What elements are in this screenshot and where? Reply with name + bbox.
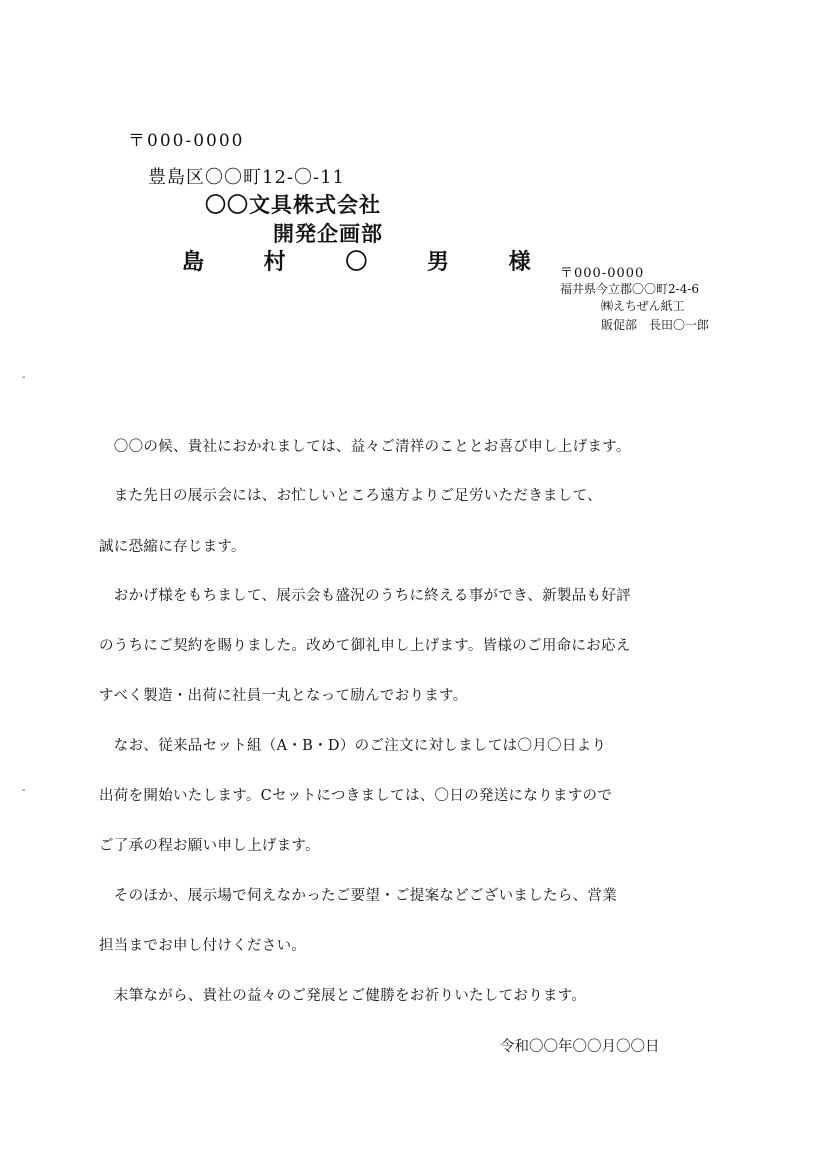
sender-department-person: 販促部 長田〇一郎 <box>601 318 710 332</box>
body-line: そのほか、展示場で伺えなかったご要望・ご提案などございましたら、営業 <box>99 888 617 904</box>
sender-postal-code: 〒000-0000 <box>560 266 645 281</box>
margin-mark: - <box>22 372 26 383</box>
body-line: のうちにご契約を賜りました。改めて御礼申し上げます。皆様のご用命にお応え <box>99 638 631 654</box>
body-line: 末筆ながら、貴社の益々のご発展とご健勝をお祈りいたしております。 <box>99 988 587 1004</box>
body-line: ご了承の程お願い申し上げます。 <box>99 838 320 854</box>
body-line: また先日の展示会には、お忙しいところ遠方よりご足労いただきまして、 <box>99 488 602 504</box>
letter-date: 令和〇〇年〇〇月〇〇日 <box>500 1039 660 1055</box>
sender-address: 福井県今立郡〇〇町2-4-6 <box>560 282 700 296</box>
recipient-department: 開発企画部 <box>273 221 383 246</box>
body-line: すべく製造・出荷に社員一丸となって励んでおります。 <box>99 688 468 704</box>
recipient-name: 島 村 〇 男 様 <box>182 249 557 275</box>
body-line: なお、従来品セット組（A・B・D）のご注文に対しましては〇月〇日より <box>99 738 607 754</box>
recipient-postal-code: 〒000-0000 <box>128 131 245 151</box>
margin-mark: - <box>22 785 26 796</box>
body-line: 出荷を開始いたします。Cセットにつきましては、〇日の発送になりますので <box>99 788 613 804</box>
body-line: 誠に恐縮に存じます。 <box>99 539 246 555</box>
body-line: 〇〇の候、貴社におかれましては、益々ご清祥のこととお喜び申し上げます。 <box>99 439 631 455</box>
sender-company: ㈱えちぜん紙工 <box>601 299 685 313</box>
recipient-company: 〇〇文具株式会社 <box>205 192 381 217</box>
body-line: 担当までお申し付けください。 <box>99 938 307 954</box>
recipient-address: 豊島区〇〇町12-〇-11 <box>148 167 345 188</box>
body-line: おかげ様をもちまして、展示会も盛況のうちに終える事ができ、新製品も好評 <box>99 588 631 604</box>
